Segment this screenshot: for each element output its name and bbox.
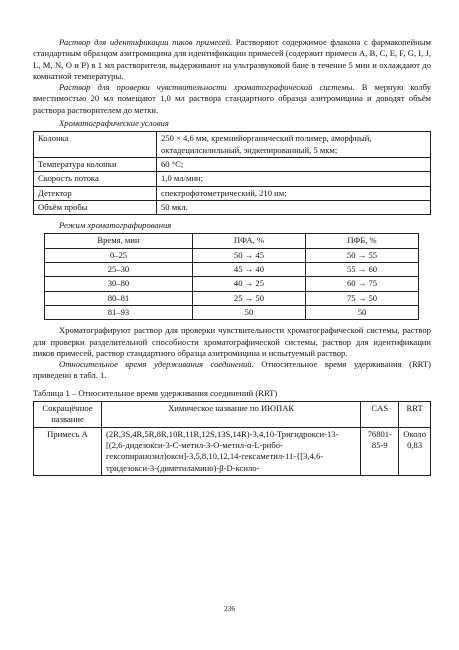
conditions-value: 50 мкл. — [157, 200, 431, 214]
document-page — [33, 37, 431, 476]
rrt-header: RRT — [399, 402, 431, 428]
conditions-key: Скорость потока — [34, 172, 157, 186]
rrt-chemical-name: (2R,3S,4R,5R,8R,10R,11R,12S,13S,14R)-3,4,10-Тригидрокси-13-[(2,6-дидезокси-3-C-метил-3-O-метил-α-L-рибо-гексопиранозил)окси]-3,5,8,10,12,14-гексаметил-11-{[3,4,6-тридезокси-3-(диметиламино)-β-D-ксило- — [102, 427, 361, 475]
page-number: 236 — [223, 604, 236, 613]
paragraph-chromatography: Хроматографируют раствор для проверки чувствительности хроматографической системы, раствор для проверки разделительной способности хроматографической системы, раствор для идентификации пиков примесей, раствор стандартного образца азитромицина и испытуемый раствор. — [33, 325, 431, 358]
rrt-header: CAS — [361, 402, 399, 428]
mode-cell: 45 → 40 — [192, 263, 305, 277]
mode-row — [45, 277, 419, 291]
rrt-header: Сокращённое название — [34, 402, 102, 428]
mode-cell: 50 → 45 — [192, 248, 305, 262]
conditions-key: Объём пробы — [34, 200, 157, 214]
conditions-row — [34, 172, 431, 186]
conditions-title: Хроматографические условия — [59, 118, 169, 129]
mode-cell: 25–30 — [45, 263, 193, 277]
mode-cell: 50 — [306, 305, 419, 319]
conditions-value: спектрофотометрический, 210 нм; — [157, 186, 431, 200]
conditions-value: 1,0 мл/мин; — [157, 172, 431, 186]
paragraph-identification-solution — [33, 37, 431, 82]
mode-cell: 40 → 25 — [192, 277, 305, 291]
conditions-row — [34, 132, 431, 158]
mode-cell: 60 → 75 — [306, 277, 419, 291]
conditions-value: 60 °C; — [157, 157, 431, 171]
table1-caption: Таблица 1 – Относительное время удерживания соединений (RRT) — [33, 387, 278, 398]
paragraph-text: Относительное время удерживания (RRT) приведено в табл. 1. — [33, 359, 431, 381]
paragraph-text: В мерную колбу вместимостью 20 мл помещают 1,0 мл раствора стандартного образца азитромицина и доводят объём раствора растворителем до метки. — [33, 82, 431, 115]
paragraph-lead: Относительное время удерживания соединений. — [59, 359, 254, 370]
mode-cell: 50 — [192, 305, 305, 319]
rrt-short-name: Примесь A — [34, 427, 102, 475]
paragraph-sensitivity-solution — [33, 82, 431, 116]
rrt-value: Около 0,83 — [399, 427, 431, 475]
paragraph-lead: Раствор для идентификации пиков примесей. — [59, 37, 233, 47]
mode-cell: 50 → 55 — [306, 248, 419, 262]
mode-cell: 0–25 — [45, 248, 193, 262]
paragraph-lead: Раствор для проверки чувствительности хроматографической системы. — [59, 82, 355, 93]
mode-cell: 55 → 60 — [306, 263, 419, 277]
conditions-key: Детектор — [34, 186, 157, 200]
mode-row — [45, 305, 419, 319]
mode-header: Время, мин — [45, 234, 193, 248]
mode-cell: 30–80 — [45, 277, 193, 291]
mode-row — [45, 291, 419, 305]
conditions-key: Колонка — [34, 132, 157, 158]
paragraph-text: Растворяют содержимое флакона с фармакопейным стандартным образцом азитромицина для идентификации примесей (содержит примеси A, B, C, E, F, G, I, J, L, M, N, O и P) в 1 мл растворителя, выдерживают на ультразвуковой бане в течение 5 мин и охлаждают до комнатной температуры. — [33, 37, 431, 81]
mode-cell: 81–93 — [45, 305, 193, 319]
mode-cell: 25 → 50 — [192, 291, 305, 305]
rrt-table — [33, 401, 431, 476]
mode-table — [44, 233, 419, 320]
rrt-cas: 76801-85-9 — [361, 427, 399, 475]
conditions-value: 250 × 4,6 мм, кремнийорганический полимер, аморфный, октадецилсилильный, эндкепированный, 5 мкм; — [157, 132, 431, 158]
rrt-header: Химическое название по ИЮПАК — [102, 402, 361, 428]
rrt-row — [34, 427, 431, 475]
conditions-key: Температура колонки — [34, 157, 157, 171]
mode-row — [45, 248, 419, 262]
mode-title: Режим хроматографирования — [59, 220, 172, 231]
mode-header: ПФБ, % — [306, 234, 419, 248]
mode-cell: 80–81 — [45, 291, 193, 305]
paragraph-rrt — [33, 359, 431, 382]
mode-header: ПФА, % — [192, 234, 305, 248]
mode-row — [45, 263, 419, 277]
mode-cell: 75 → 50 — [306, 291, 419, 305]
conditions-row — [34, 157, 431, 171]
conditions-row — [34, 186, 431, 200]
conditions-table — [33, 131, 431, 215]
conditions-row — [34, 200, 431, 214]
